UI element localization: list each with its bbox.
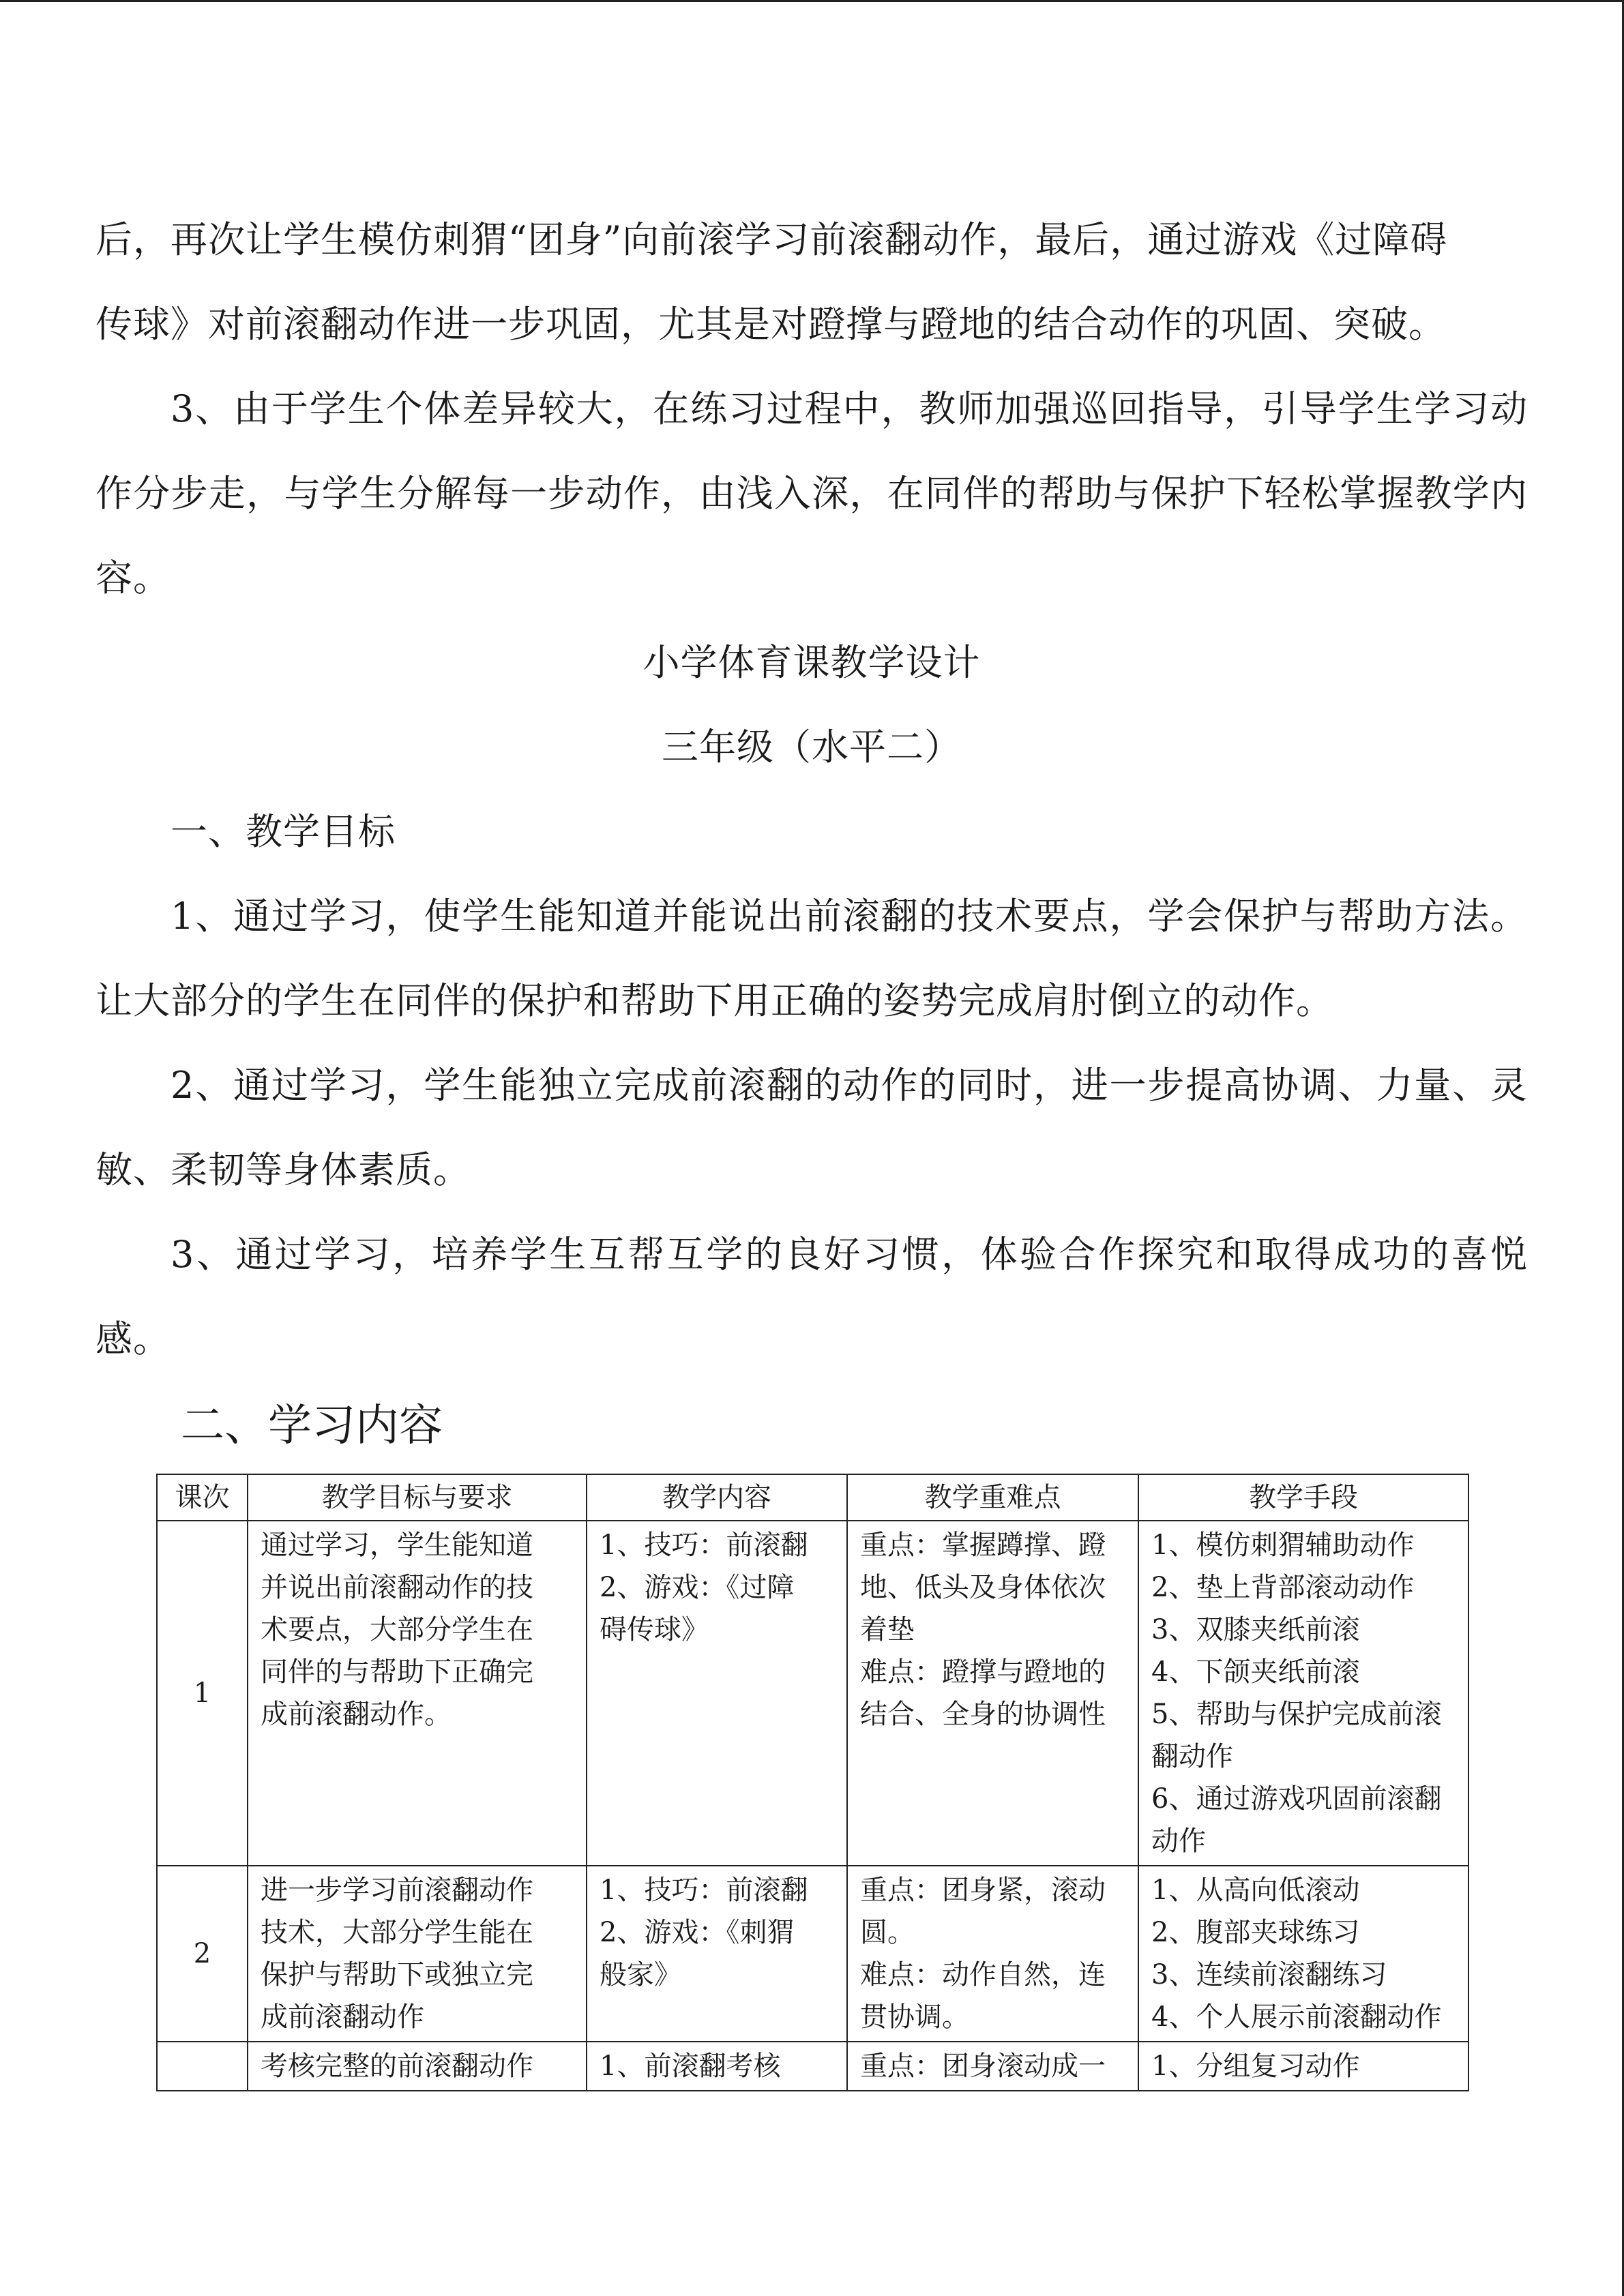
text-line: 难点：动作自然，连 [860,1959,1106,1991]
goal-item-2: 2、通过学习，学生能独立完成前滚翻的动作的同时，进一步提高协调、力量、灵敏、柔韧等身体素质。 [95,1064,1528,1191]
lesson-number: 2 [157,1866,248,2042]
table-row [157,1521,1468,1866]
text-line: 6、通过游戏巩固前滚翻 [1151,1783,1442,1815]
text-line: 考核完整的前滚翻动作 [261,2051,533,2082]
text-line: 2、垫上背部滚动动作 [1151,1572,1415,1603]
text-line: 2、游戏：《过障 [600,1572,795,1603]
text-line: 进一步学习前滚翻动作 [261,1875,533,1906]
section-heading-content: 二、学习内容 [181,1401,443,1451]
section-heading-goals: 一、教学目标 [171,810,396,853]
text-line: 1、从高向低滚动 [1151,1875,1360,1906]
intro-paragraph-2: 3、由于学生个体差异较大，在练习过程中，教师加强巡回指导，引导学生学习动作分步走，与学生分解每一步动作，由浅入深，在同伴的帮助与保护下轻松掌握教学内容。 [95,387,1528,599]
text-line: 地、低头及身体依次 [860,1572,1106,1603]
goal-item-1: 1、通过学习，使学生能知道并能说出前滚翻的技术要点，学会保护与帮助方法。让大部分的学生在同伴的保护和帮助下用正确的姿势完成肩肘倒立的动作。 [95,895,1528,1022]
header-key-points: 教学重难点 [847,1474,1138,1521]
lesson-goal [248,1866,587,2042]
text-line: 通过学习，学生能知道 [261,1530,533,1561]
text-line: 1、技巧：前滚翻 [600,1530,808,1561]
intro-line-1: 后，再次让学生模仿刺猬“团身”向前滚学习前滚翻动作，最后，通过游戏《过障碍 [95,218,1448,261]
text-line: 保护与帮助下或独立完 [261,1959,533,1991]
table-header-row [157,1474,1468,1521]
text-line: 术要点，大部分学生在 [261,1614,533,1645]
text-line: 翻动作 [1151,1741,1233,1772]
text-line: 2、游戏：《刺猬 [600,1917,795,1948]
lesson-table [156,1474,1469,2091]
text-line: 圆。 [860,1917,915,1948]
text-line: 难点：蹬撑与蹬地的 [860,1656,1106,1688]
text-line: 碍传球》 [600,1614,709,1645]
page-top-border [0,0,1624,2]
text-line: 并说出前滚翻动作的技 [261,1572,533,1603]
text-line: 成前滚翻动作 [261,2001,424,2033]
lesson-number [157,2042,248,2091]
table-row [157,2042,1468,2091]
document-subtitle: 三年级（水平二） [662,726,962,769]
lesson-number: 1 [157,1521,248,1866]
text-line: 2、腹部夹球练习 [1151,1917,1360,1948]
text-line: 重点：掌握蹲撑、蹬 [860,1530,1106,1561]
text-line: 重点：团身紧，滚动 [860,1875,1106,1906]
lesson-content [587,2042,847,2091]
text-line: 般家》 [600,1959,681,1991]
text-line: 结合、全身的协调性 [860,1699,1106,1730]
header-content: 教学内容 [587,1474,847,1521]
intro-line-2: 传球》对前滚翻动作进一步巩固，尤其是对蹬撑与蹬地的结合动作的巩固、突破。 [95,303,1446,346]
table-row [157,1866,1468,2042]
text-line: 1、分组复习动作 [1151,2051,1360,2082]
text-line: 着垫 [860,1614,915,1645]
text-line: 5、帮助与保护完成前滚 [1151,1699,1442,1730]
document-page [95,198,1528,1470]
header-goal: 教学目标与要求 [248,1474,587,1521]
lesson-key-points [847,1866,1138,2042]
lesson-key-points [847,2042,1138,2091]
text-line: 3、连续前滚翻练习 [1151,1959,1387,1991]
lesson-key-points [847,1521,1138,1866]
lesson-goal [248,2042,587,2091]
header-means: 教学手段 [1138,1474,1468,1521]
text-line: 4、个人展示前滚翻动作 [1151,2001,1442,2033]
text-line: 4、下颌夹纸前滚 [1151,1656,1360,1688]
text-line: 1、技巧：前滚翻 [600,1875,808,1906]
header-lesson-number: 课次 [157,1474,248,1521]
lesson-means [1138,1521,1468,1866]
text-line: 技术，大部分学生能在 [261,1917,533,1948]
lesson-means [1138,1866,1468,2042]
text-line: 3、双膝夹纸前滚 [1151,1614,1360,1645]
text-line: 同伴的与帮助下正确完 [261,1656,533,1688]
text-line: 1、前滚翻考核 [600,2051,781,2082]
text-line: 成前滚翻动作。 [261,1699,452,1730]
text-line: 动作 [1151,1825,1206,1857]
text-line: 贯协调。 [860,2001,969,2033]
text-line: 重点：团身滚动成一 [860,2051,1106,2082]
lesson-content [587,1866,847,2042]
lesson-goal [248,1521,587,1866]
goal-item-3: 3、通过学习，培养学生互帮互学的良好习惯，体验合作探究和取得成功的喜悦感。 [95,1233,1528,1360]
lesson-means [1138,2042,1468,2091]
lesson-content [587,1521,847,1866]
text-line: 1、模仿刺猬辅助动作 [1151,1530,1415,1561]
document-title: 小学体育课教学设计 [643,641,981,684]
